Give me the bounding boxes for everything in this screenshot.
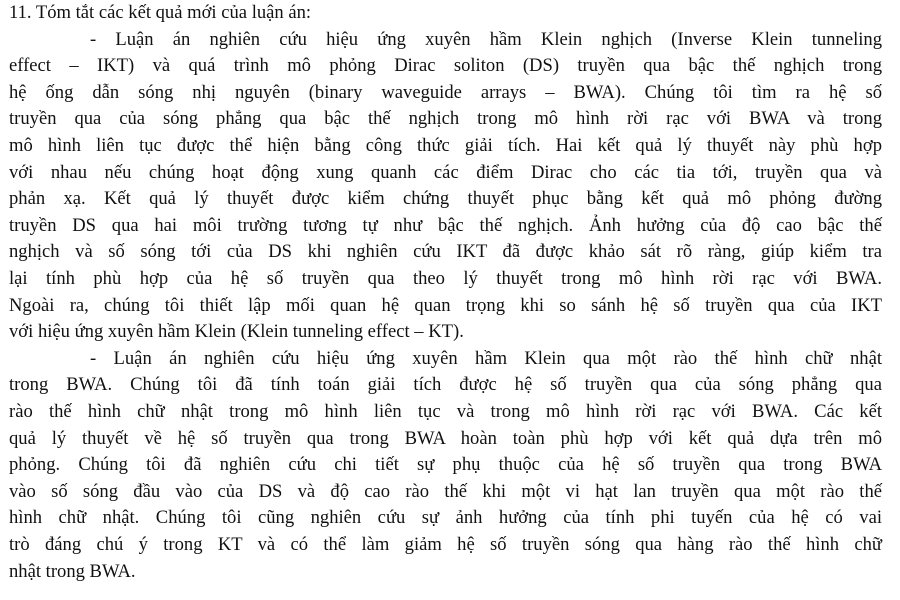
text-line: nghịch và số sóng tới của DS khi nghiên cứu IKT đã được khảo sát rõ ràng, giúp kiểm tra	[9, 241, 882, 263]
text-line: hình chữ nhật. Chúng tôi cũng nghiên cứu sự ảnh hưởng của tính phi tuyến của hệ có vai	[9, 507, 882, 529]
text-line: rào thế hình chữ nhật trong mô hình liên tục và trong mô hình rời rạc với BWA. Các kết	[9, 401, 882, 422]
text-line: với nhau nếu chúng hoạt động xung quanh các điểm Dirac cho các tia tới, truyền qua và	[9, 161, 882, 183]
text-line: vào số sóng đầu vào của DS và độ cao rào thế khi một vi hạt lan truyền qua một rào thế	[9, 480, 882, 502]
text-line: trò đáng chú ý trong KT và có thể làm giảm hệ số truyền sóng qua hàng rào thế hình chữ	[9, 534, 882, 555]
section-heading: 11. Tóm tắt các kết quả mới của luận án:	[9, 2, 312, 23]
text-line: hệ ống dẫn sóng nhị nguyên (binary waveguide arrays – BWA). Chúng tôi tìm ra hệ số	[9, 81, 882, 103]
text-line: truyền qua của sóng phẳng qua bậc thế nghịch trong mô hình rời rạc với BWA và trong	[9, 108, 882, 130]
text-line: Ngoài ra, chúng tôi thiết lập mối quan hệ quan trọng khi so sánh hệ số truyền qua của IKT	[9, 294, 882, 316]
text-line: - Luận án nghiên cứu hiệu ứng xuyên hầm Klein nghịch (Inverse Klein tunneling	[90, 28, 882, 50]
text-line: lại tính phù hợp của hệ số truyền qua theo lý thuyết trong mô hình rời rạc với BWA.	[9, 268, 882, 289]
text-line: phỏng. Chúng tôi đã nghiên cứu chi tiết sự phụ thuộc của hệ số truyền qua trong BWA	[9, 454, 882, 476]
text-line: phản xạ. Kết quả lý thuyết được kiểm chứng thuyết phục bằng kết quả mô phỏng đường	[9, 188, 882, 210]
text-line: nhật trong BWA.	[9, 560, 136, 582]
text-line: - Luận án nghiên cứu hiệu ứng xuyên hầm Klein qua một rào thế hình chữ nhật	[90, 347, 882, 369]
text-line: với hiệu ứng xuyên hầm Klein (Klein tunneling effect – KT).	[9, 321, 464, 343]
text-line: effect – IKT) và quá trình mô phỏng Dirac soliton (DS) truyền qua bậc thế nghịch trong	[9, 55, 882, 77]
text-line: truyền DS qua hai môi trường tương tự như bậc thế nghịch. Ảnh hưởng của độ cao bậc thế	[9, 214, 882, 236]
text-line: trong BWA. Chúng tôi đã tính toán giải tích được hệ số truyền qua của sóng phẳng qua	[9, 374, 882, 396]
text-line: mô hình liên tục được thể hiện bằng công thức giải tích. Hai kết quả lý thuyết này phù hợp	[9, 135, 882, 156]
text-line: quả lý thuyết về hệ số truyền qua trong BWA hoàn toàn phù hợp với kết quả dựa trên mô	[9, 427, 882, 449]
